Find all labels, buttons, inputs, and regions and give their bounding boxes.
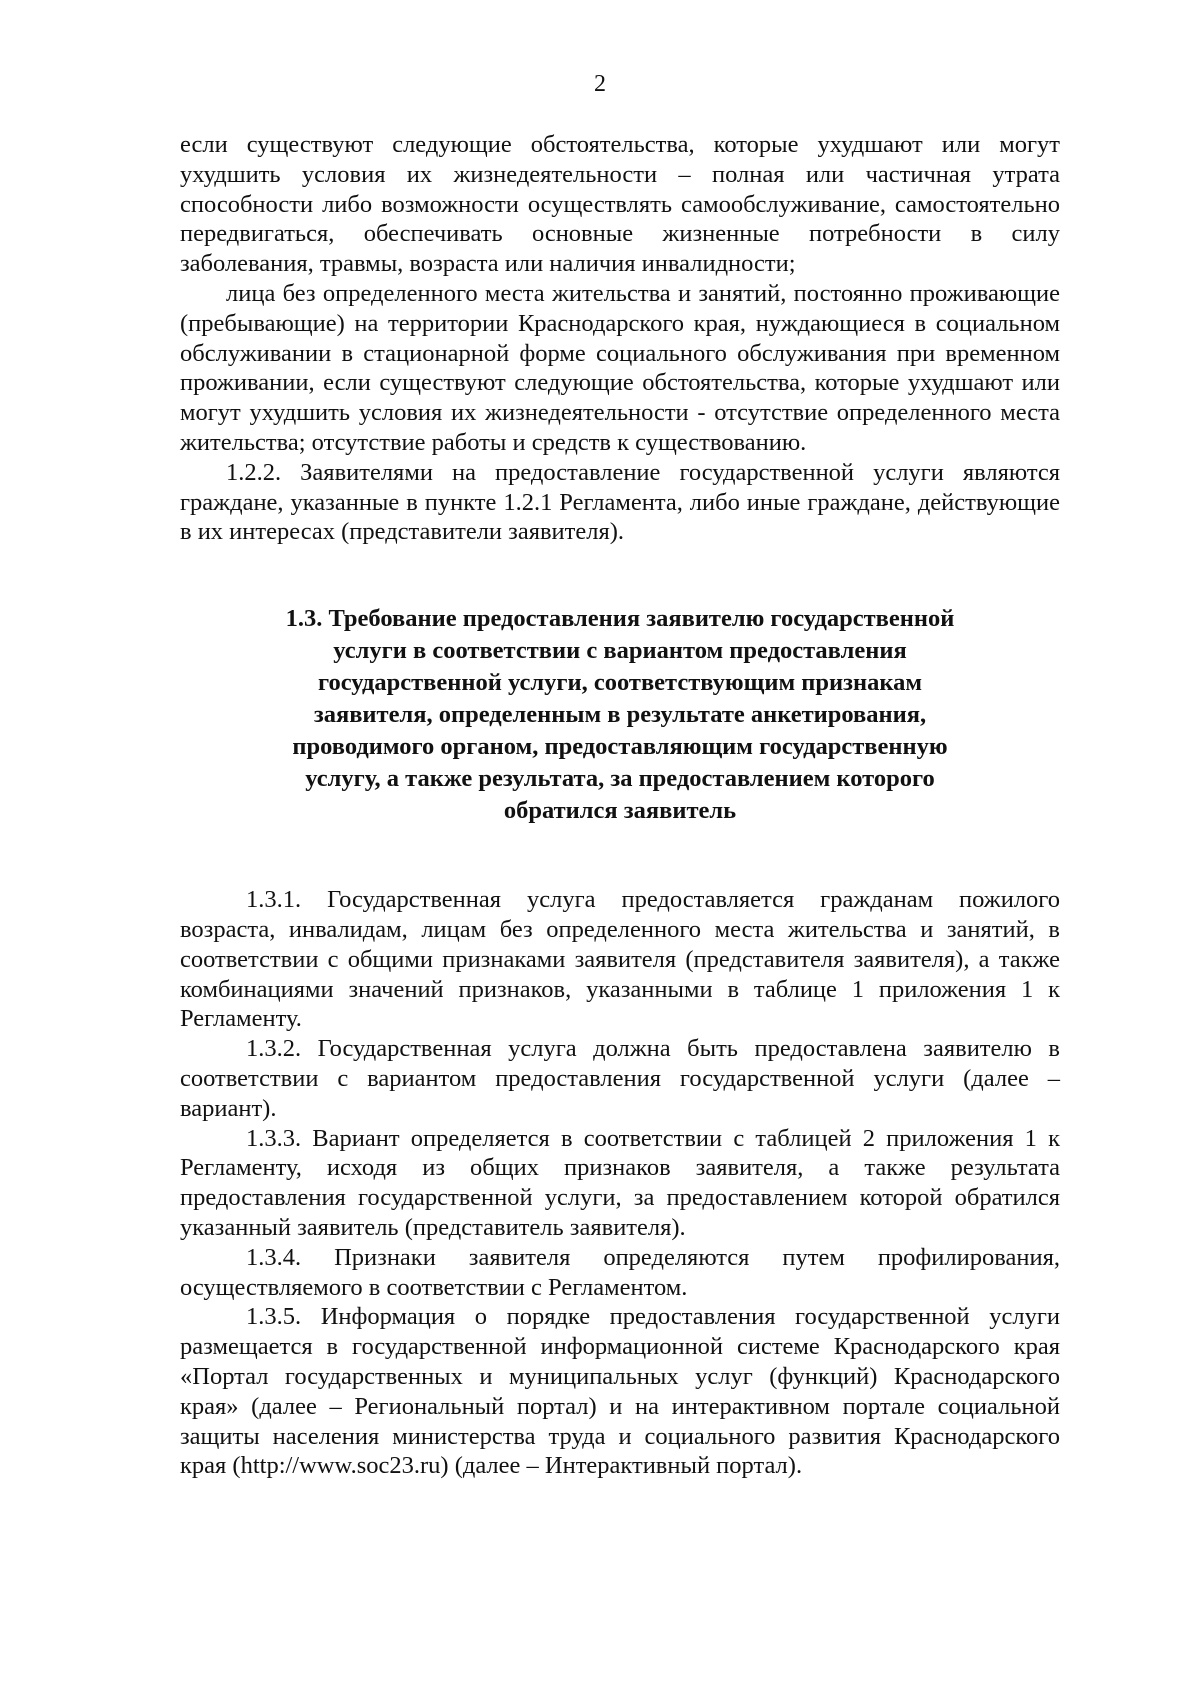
- paragraph-1-3-3: 1.3.3. Вариант определяется в соответствии с таблицей 2 приложения 1 к Регламенту, исходя из общих признаков заявителя, а также результата предоставления государственной услуги, за предоставлением которой обратился указанный заявитель (представитель заявителя).: [180, 1124, 1060, 1241]
- paragraph-1-2-2: 1.2.2. Заявителями на предоставление государственной услуги являются граждане, указанные в пункте 1.2.1 Регламента, либо иные граждане, действующие в их интересах (представители заявителя).: [180, 458, 1060, 546]
- paragraph-1-3-4: 1.3.4. Признаки заявителя определяются путем профилирования, осуществляемого в соответствии с Регламентом.: [180, 1243, 1060, 1301]
- paragraph-homeless-persons: лица без определенного места жительства и занятий, постоянно проживающие (пребывающие) на территории Краснодарского края, нуждающиеся в социальном обслуживании в стационарной форме социального обслуживания при временном проживании, если существуют следующие обстоятельства, которые ухудшают или могут ухудшить условия их жизнедеятельности - отсутствие определенного места жительства; отсутствие работы и средств к существованию.: [180, 279, 1060, 456]
- paragraph-1-3-5: 1.3.5. Информация о порядке предоставления государственной услуги размещается в государственной информационной системе Краснодарского края «Портал государственных и муниципальных услуг (функций) Краснодарского края» (далее – Региональный портал) и на интерактивном портале социальной защиты населения министерства труда и социального развития Краснодарского края (http://www.soc23.ru) (далее – Интерактивный портал).: [180, 1303, 1060, 1480]
- paragraph-1-3-1: 1.3.1. Государственная услуга предоставляется гражданам пожилого возраста, инвалидам, лицам без определенного места жительства и занятий, в соответствии с общими признаками заявителя (представителя заявителя), а также комбинациями значений признаков, указанными в таблице 1 приложения 1 к Регламенту.: [180, 886, 1060, 1033]
- page-number: 2: [594, 71, 606, 97]
- document-body: [180, 130, 1060, 1481]
- section-heading-1-3: 1.3. Требование предоставления заявителю государственной услуги в соответствии с вариантом предоставления государственной услуги, соответствующим признакам заявителя, определенным в результате анкетирования, проводимого органом, предоставляющим государственную услугу, а также результата, за предоставлением которого обратился заявитель: [285, 605, 955, 825]
- paragraph-continuation: если существуют следующие обстоятельства, которые ухудшают или могут ухудшить условия их жизнедеятельности – полная или частичная утрата способности либо возможности осуществлять самообслуживание, самостоятельно передвигаться, обеспечивать основные жизненные потребности в силу заболевания, травмы, возраста или наличия инвалидности;: [180, 131, 1060, 278]
- paragraph-1-3-2: 1.3.2. Государственная услуга должна быть предоставлена заявителю в соответствии с вариантом предоставления государственной услуги (далее – вариант).: [180, 1035, 1060, 1122]
